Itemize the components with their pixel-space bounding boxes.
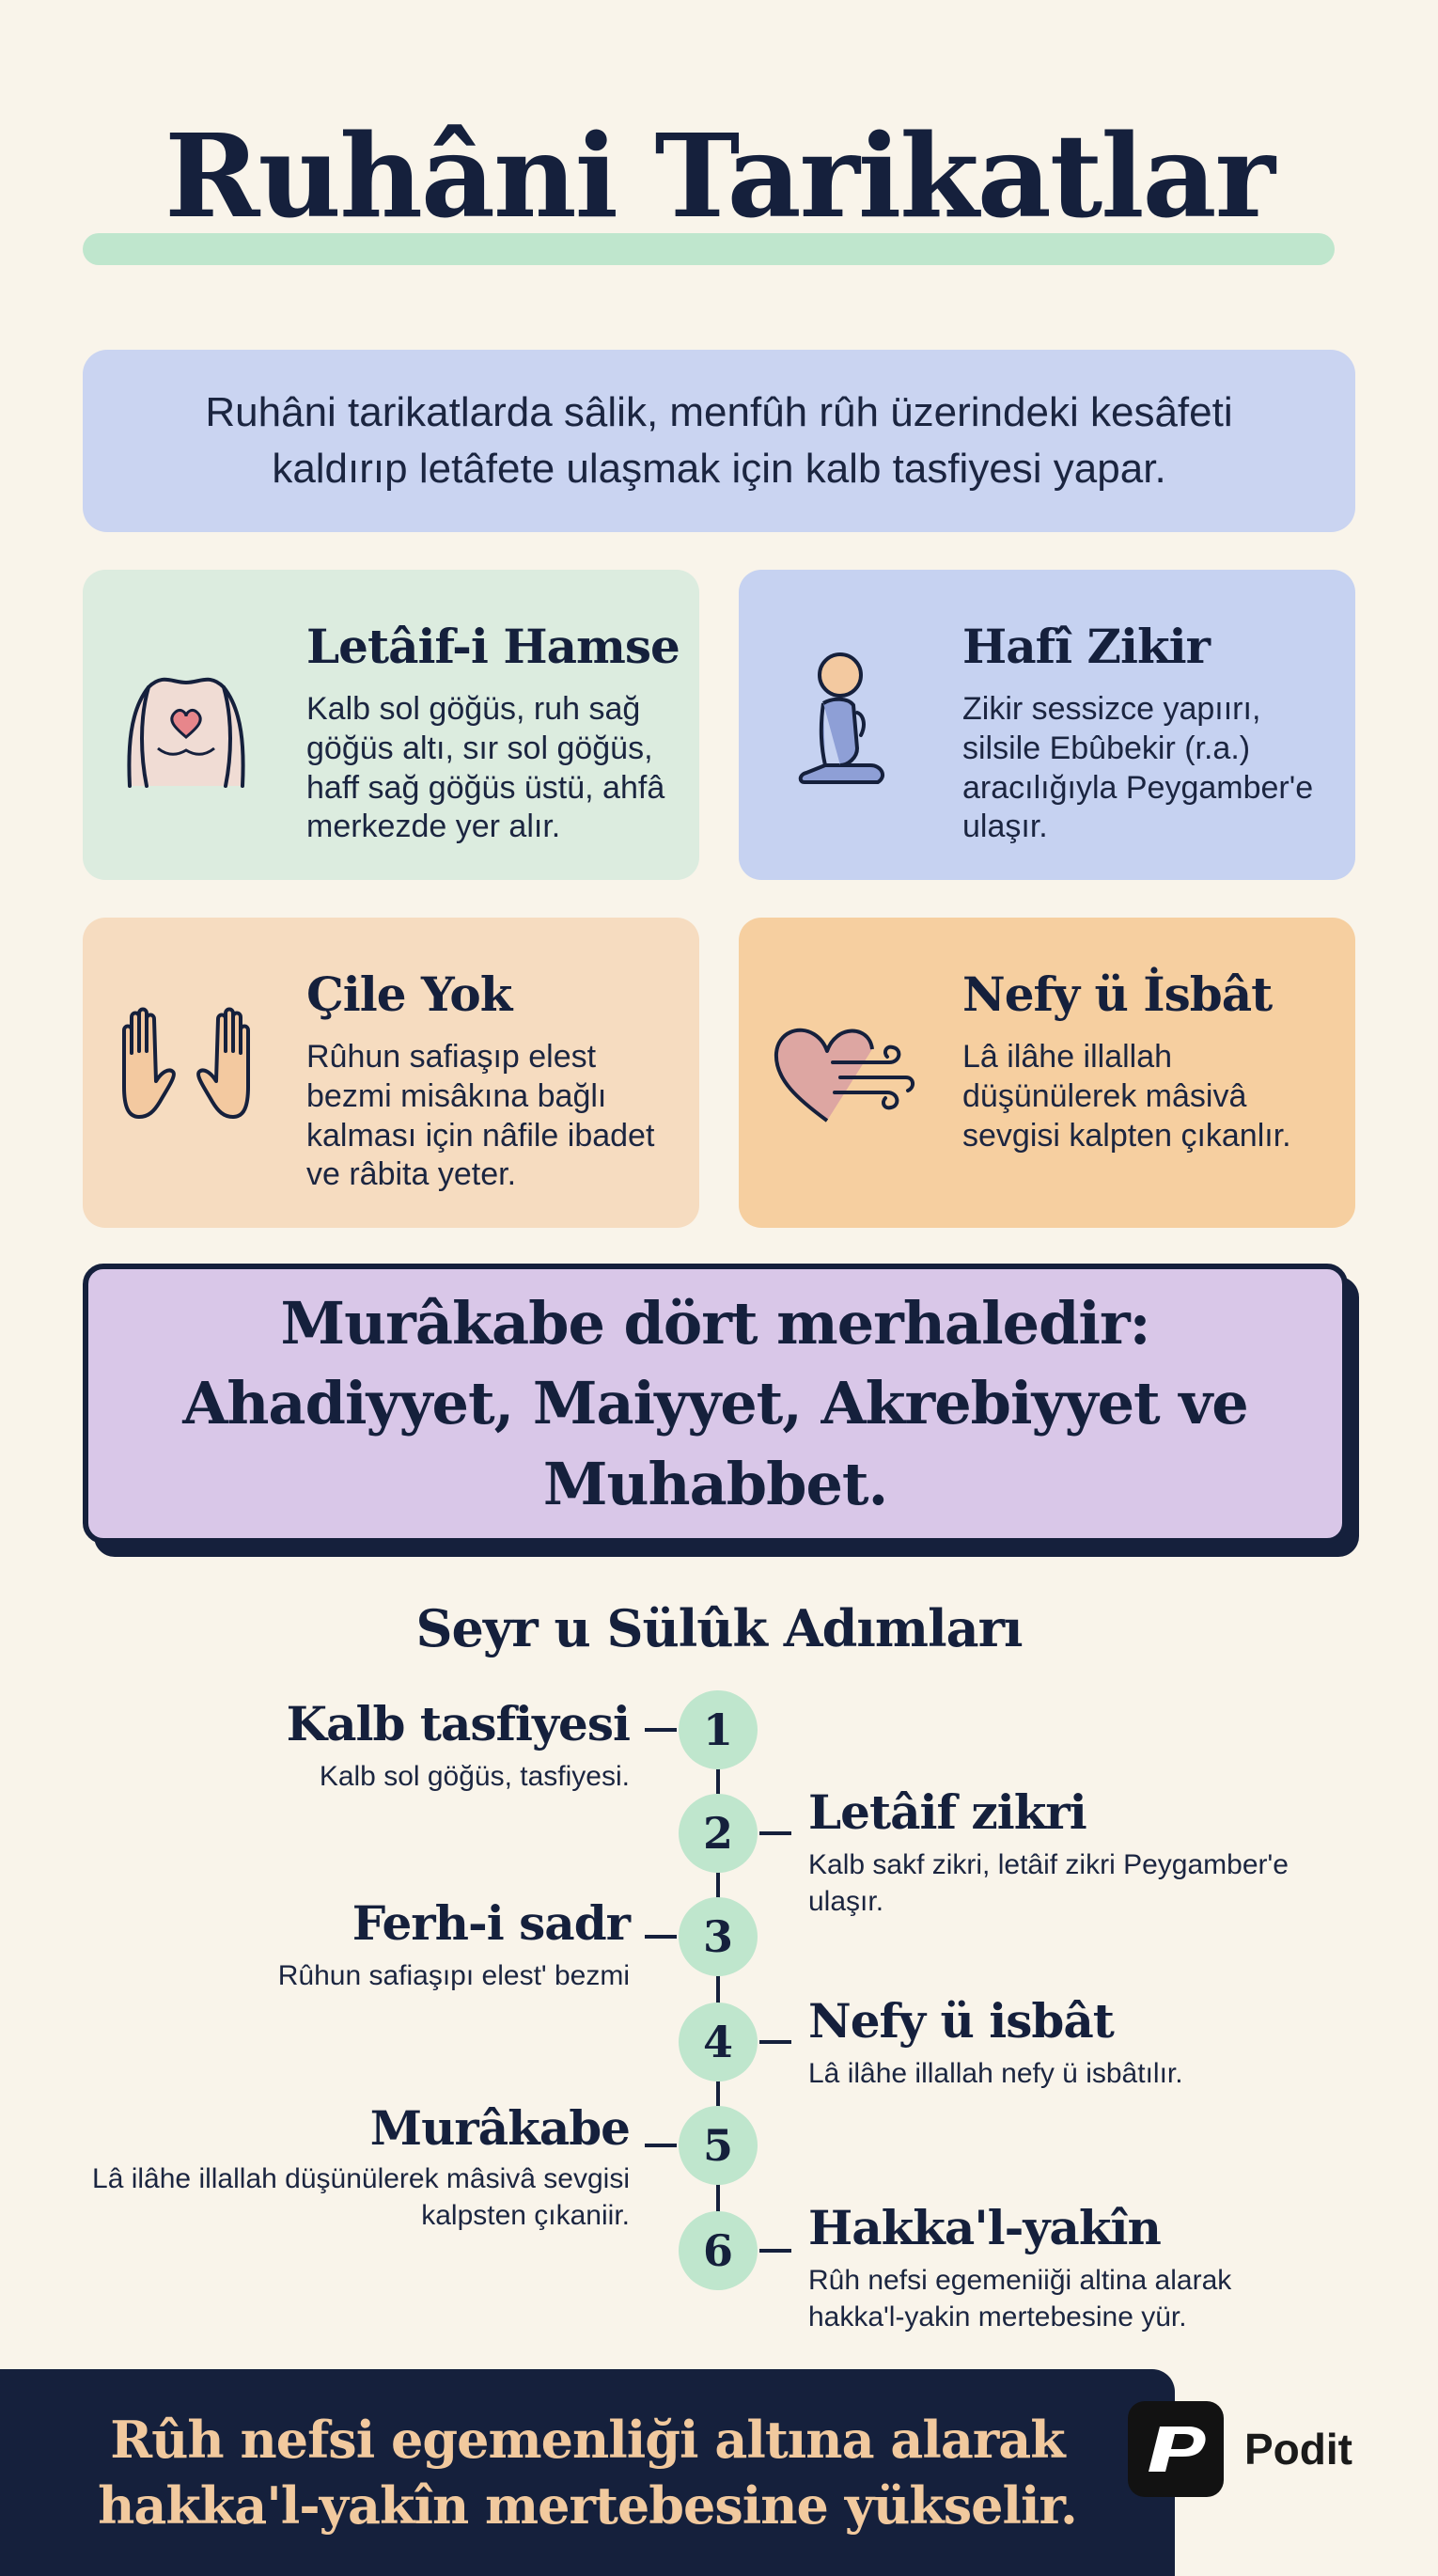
steps-title: Seyr u Sülûk Adımları: [415, 1598, 1023, 1658]
step-text-3: Rûhun safiaşıpı elest' bezmi: [277, 1960, 630, 1991]
step-title-3: Ferh-i sadr: [352, 1895, 630, 1951]
step-title-2: Letâif zikri: [808, 1784, 1086, 1840]
step-title-4: Nefy ü isbât: [808, 1993, 1114, 2049]
card-hafi-zikir: [739, 570, 1355, 880]
step-connector: [759, 2249, 791, 2253]
footer-banner: Rûh nefsi egemenliği altına alarak hakka'l-yakîn mertebesine yükselir.: [0, 2369, 1175, 2576]
step-connector: [645, 1935, 677, 1939]
step-connector: [759, 1831, 791, 1835]
kneeling-person-icon: [767, 645, 917, 795]
card-nefy-isbat: [739, 918, 1355, 1228]
card-text: Kalb sol göğüs, ruh sağ göğüs altı, sır sol göğüs, haff sağ göğüs üstü, ahfâ merkezde yer alır.: [306, 691, 665, 845]
step-number-1: 1: [679, 1690, 758, 1769]
step-number-2: 2: [679, 1794, 758, 1873]
murakabe-box: Murâkabe dört merhaledir: Ahadiyyet, Maiyyet, Akrebiyyet ve Muhabbet.: [83, 1264, 1348, 1544]
step-connector: [645, 1728, 677, 1732]
card-title: Letâif-i Hamse: [306, 619, 680, 674]
step-number-4: 4: [679, 2003, 758, 2081]
step-title-5: Murâkabe: [369, 2100, 630, 2156]
card-title: Hafî Zikir: [962, 619, 1211, 674]
heart-wind-icon: [767, 993, 917, 1143]
intro-box: Ruhâni tarikatlarda sâlik, menfûh rûh üzerindeki kesâfeti kaldırıp letâfete ulaşmak için kalb tasfiyesi yapar.: [83, 350, 1355, 532]
step-title-1: Kalb tasfiyesi: [286, 1696, 630, 1751]
step-connector: [759, 2040, 791, 2044]
page-title: Ruhâni Tarikatlar: [164, 108, 1274, 243]
card-text: Zikir sessizce yapıırı, silsile Ebûbekir (r.a.) aracılığıyla Peygamber'e ulaşır.: [962, 691, 1314, 845]
step-text-4: Lâ ilâhe illallah nefy ü isbâtılır.: [808, 2058, 1183, 2089]
chest-heart-icon: [111, 645, 261, 795]
step-connector: [645, 2144, 677, 2147]
card-text: Rûhun safiaşıp elest bezmi misâkına bağlı kalması için nâfile ibadet ve râbita yeter.: [306, 1039, 655, 1193]
card-title: Çile Yok: [306, 966, 512, 1022]
step-number-3: 3: [679, 1897, 758, 1976]
brand: [1128, 2401, 1352, 2497]
praying-hands-icon: [111, 993, 261, 1143]
brand-logo-icon: [1128, 2401, 1224, 2497]
card-title: Nefy ü İsbât: [962, 966, 1273, 1022]
step-number-5: 5: [679, 2106, 758, 2185]
brand-name: Podit: [1244, 2425, 1352, 2474]
step-text-2: Kalb sakf zikri, letâif zikri Peygamber'e ulaşır.: [808, 1849, 1289, 1917]
step-text-5: Lâ ilâhe illallah düşünülerek mâsivâ sevgisi kalpsten çıkaniir.: [92, 2163, 630, 2231]
step-text-6: Rûh nefsi egemeniiği altina alarak hakka'l-yakin mertebesine yür.: [808, 2265, 1232, 2333]
title-container: [0, 108, 1438, 243]
card-cile-yok: [83, 918, 699, 1228]
card-text: Lâ ilâhe illallah düşünülerek mâsivâ sevgisi kalpten çıkanlır.: [962, 1039, 1291, 1154]
step-title-6: Hakka'l-yakîn: [808, 2200, 1161, 2255]
step-text-1: Kalb sol göğüs, tasfiyesi.: [319, 1761, 630, 1792]
card-letaif-hamse: [83, 570, 699, 880]
step-number-6: 6: [679, 2211, 758, 2290]
